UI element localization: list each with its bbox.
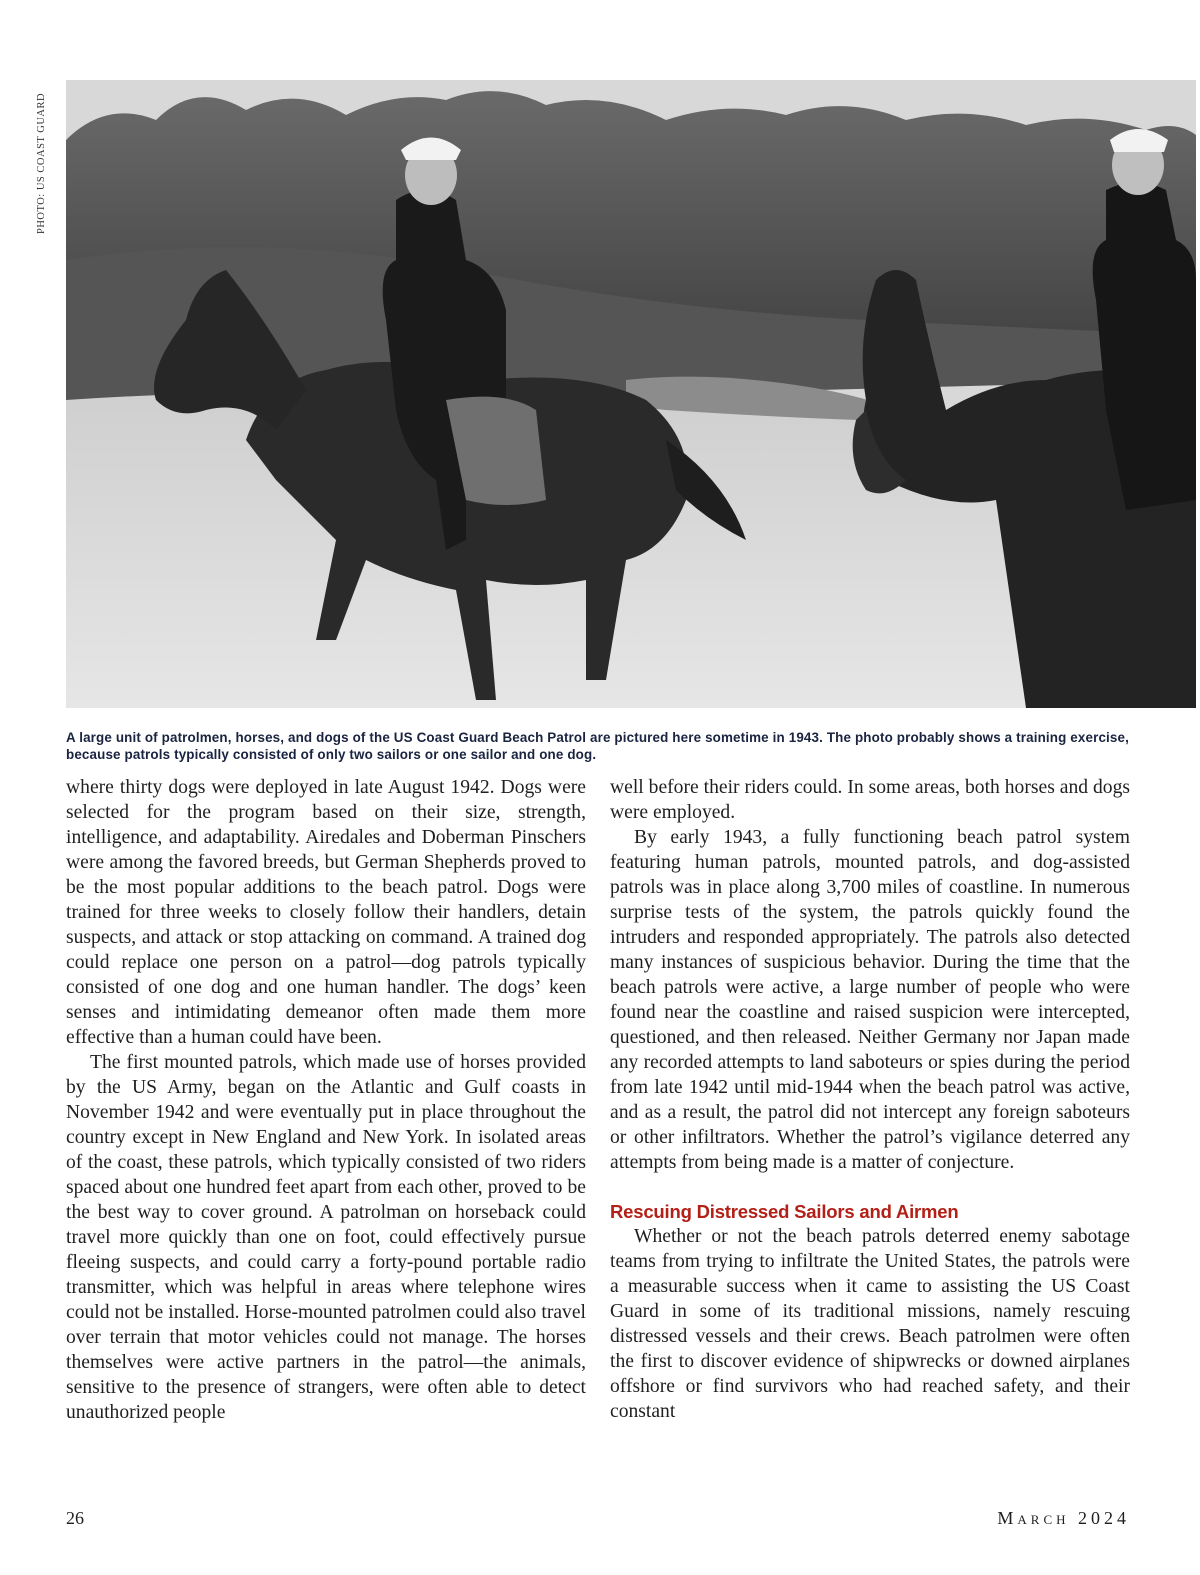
beach-patrol-photo (66, 80, 1196, 708)
photo-credit: PHOTO: US COAST GUARD (36, 92, 47, 234)
body-paragraph: Whether or not the beach patrols deterred enemy sabotage teams from trying to infiltrate the United States, the patrols were a measurable success when it came to assisting the US Coast Guard in some of its traditional missions, namely rescuing distressed vessels and their crews. Beach patrolmen were often the first to discover evidence of shipwrecks or downed airplanes offshore or find survivors who had reached safety, and their constant (610, 1226, 1130, 1422)
body-paragraph: The first mounted patrols, which made use of horses provided by the US Army, began on the Atlantic and Gulf coasts in November 1942 and were eventually put in place throughout the country except in New England and New York. In isolated areas of the coast, these patrols, which typically consisted of two riders spaced about one hundred feet apart from each other, proved to be the best way to cover ground. A patrolman on horseback could travel more quickly than one on foot, could effectively pursue fleeing suspects, and could carry a forty-pound portable radio transmitter, which was helpful in areas where telephone wires could not be installed. Horse-mounted patrolmen could also travel over terrain that motor vehicles could not manage. The horses themselves were active partners in the patrol—the animals, sensitive to the presence of strangers, were often able to detect unauthorized people (66, 1052, 586, 1423)
body-paragraph: By early 1943, a fully functioning beach patrol system featuring human patrols, mounted patrols, and dog-assisted patrols was in place along 3,700 miles of coastline. In numerous surprise tests of the system, the patrols quickly found the intruders and responded appropriately. The patrols also detected many instances of suspicious behavior. During the time that the beach patrols were active, a large number of people who were found near the coastline and raised suspicion were intercepted, questioned, and then released. Neither Germany nor Japan made any recorded attempts to land saboteurs or spies during the period from late 1942 until mid-1944 when the beach patrol was active, and as a result, the patrol did not intercept any foreign saboteurs or other infiltrators. Whether the patrol’s vigilance deterred any attempts from being made is a matter of conjecture. (610, 827, 1130, 1173)
body-paragraph: where thirty dogs were deployed in late August 1942. Dogs were selected for the program based on their size, strength, intelligence, and adaptability. Airedales and Doberman Pinschers were among the favored breeds, but German Shepherds proved to be the most popular additions to the beach patrol. Dogs were trained for three weeks to closely follow their handlers, detain suspects, and attack or stop attacking on command. A trained dog could replace one person on a patrol—dog patrols typically consisted of one dog and one human handler. The dogs’ keen senses and intimidating demeanor often made them more effective than a human could have been. (66, 777, 586, 1048)
section-heading: Rescuing Distressed Sailors and Airmen (610, 1201, 959, 1222)
photo-illustration (66, 80, 1196, 708)
issue-date: March 2024 (997, 1508, 1130, 1528)
page-number: 26 (66, 1508, 84, 1528)
photo-caption: A large unit of patrolmen, horses, and dogs of the US Coast Guard Beach Patrol are pictured here sometime in 1943. The photo probably shows a training exercise, because patrols typically consisted of only two sailors or one sailor and one dog. (66, 730, 1129, 762)
right-column (610, 775, 1130, 1424)
body-paragraph: well before their riders could. In some areas, both horses and dogs were employed. (610, 777, 1130, 823)
left-column (66, 775, 586, 1425)
